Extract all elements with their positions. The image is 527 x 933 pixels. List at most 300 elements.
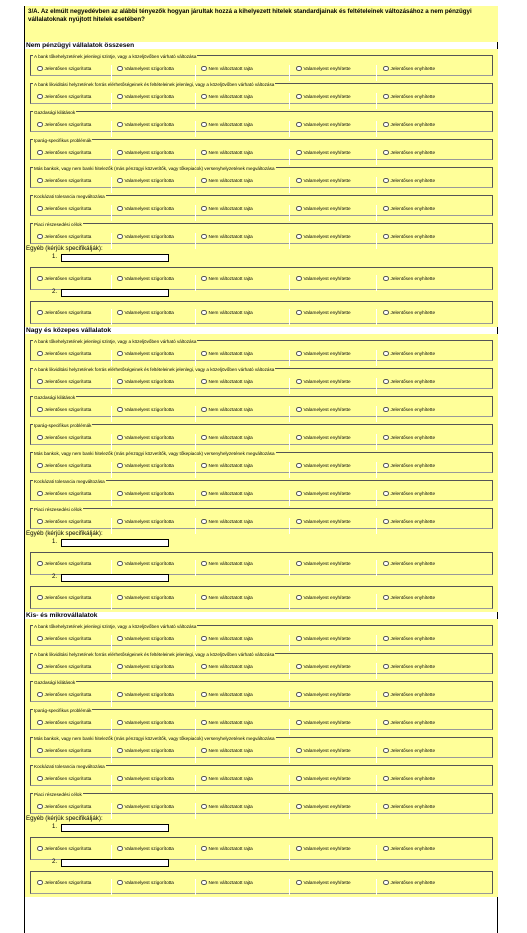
radio-button[interactable] — [201, 122, 207, 128]
radio-button[interactable] — [383, 178, 389, 184]
option-3[interactable] — [201, 461, 253, 470]
option-label: Nem változtatott rajta — [208, 595, 253, 600]
radio-button[interactable] — [383, 94, 389, 100]
option-4[interactable] — [296, 433, 351, 442]
radio-button[interactable] — [383, 846, 389, 852]
option-4[interactable] — [296, 690, 351, 699]
radio-button[interactable] — [201, 846, 207, 852]
option-1[interactable] — [37, 433, 91, 442]
option-label: Valamelyest szigorította — [124, 491, 174, 496]
option-1[interactable] — [37, 844, 91, 853]
option-5[interactable] — [383, 662, 435, 671]
option-2[interactable] — [117, 634, 174, 643]
option-label: Jelentősen enyhítette — [390, 776, 436, 781]
radio-button[interactable] — [296, 310, 302, 316]
option-4[interactable] — [296, 64, 351, 73]
option-5[interactable] — [383, 593, 435, 602]
option-3[interactable] — [201, 746, 253, 755]
column-divider — [195, 233, 196, 249]
option-5[interactable] — [383, 746, 435, 755]
radio-button[interactable] — [201, 491, 207, 497]
radio-button[interactable] — [117, 748, 123, 754]
radio-button[interactable] — [117, 636, 123, 642]
radio-button[interactable] — [296, 206, 302, 212]
option-1[interactable] — [37, 349, 91, 358]
radio-button[interactable] — [201, 748, 207, 754]
radio-button[interactable] — [37, 692, 43, 698]
radio-button[interactable] — [117, 664, 123, 670]
radio-button[interactable] — [201, 435, 207, 441]
option-3[interactable] — [201, 176, 253, 185]
option-1[interactable] — [37, 690, 91, 699]
option-4[interactable] — [296, 774, 351, 783]
radio-button[interactable] — [37, 846, 43, 852]
radio-button[interactable] — [37, 776, 43, 782]
option-2[interactable] — [117, 92, 174, 101]
option-1[interactable] — [37, 718, 91, 727]
option-2[interactable] — [117, 746, 174, 755]
option-3[interactable] — [201, 92, 253, 101]
radio-button[interactable] — [117, 463, 123, 469]
radio-button[interactable] — [37, 276, 43, 282]
radio-button[interactable] — [37, 351, 43, 357]
option-2[interactable] — [117, 802, 174, 811]
option-4[interactable] — [296, 489, 351, 498]
option-2[interactable] — [117, 690, 174, 699]
radio-button[interactable] — [37, 561, 43, 567]
radio-button[interactable] — [117, 351, 123, 357]
option-5[interactable] — [383, 274, 435, 283]
option-label: Nem változtatott rajta — [208, 351, 253, 356]
radio-button[interactable] — [296, 276, 302, 282]
radio-button[interactable] — [117, 720, 123, 726]
option-1[interactable] — [37, 64, 91, 73]
radio-button[interactable] — [37, 379, 43, 385]
radio-button[interactable] — [383, 150, 389, 156]
option-4[interactable] — [296, 718, 351, 727]
radio-button[interactable] — [201, 804, 207, 810]
option-2[interactable] — [117, 405, 174, 414]
column-divider — [289, 719, 290, 735]
option-2[interactable] — [117, 274, 174, 283]
radio-button[interactable] — [201, 595, 207, 601]
option-2[interactable] — [117, 844, 174, 853]
column-divider — [289, 747, 290, 763]
radio-button[interactable] — [117, 491, 123, 497]
radio-button[interactable] — [117, 379, 123, 385]
factor-group — [30, 111, 493, 132]
column-divider — [289, 775, 290, 791]
option-3[interactable] — [201, 559, 253, 568]
other-specify-input[interactable] — [61, 824, 169, 832]
radio-button[interactable] — [383, 351, 389, 357]
option-4[interactable] — [296, 517, 351, 526]
option-3[interactable] — [201, 204, 253, 213]
option-1[interactable] — [37, 774, 91, 783]
option-4[interactable] — [296, 120, 351, 129]
other-specify-input[interactable] — [61, 859, 169, 867]
option-4[interactable] — [296, 634, 351, 643]
radio-button[interactable] — [296, 664, 302, 670]
option-4[interactable] — [296, 405, 351, 414]
option-row — [31, 802, 492, 811]
radio-button[interactable] — [296, 692, 302, 698]
radio-button[interactable] — [296, 595, 302, 601]
radio-button[interactable] — [37, 407, 43, 413]
option-3[interactable] — [201, 517, 253, 526]
option-4[interactable] — [296, 559, 351, 568]
option-3[interactable] — [201, 844, 253, 853]
radio-button[interactable] — [117, 519, 123, 525]
radio-button[interactable] — [201, 379, 207, 385]
option-2[interactable] — [117, 377, 174, 386]
radio-button[interactable] — [117, 435, 123, 441]
option-row — [31, 489, 492, 498]
radio-button[interactable] — [296, 150, 302, 156]
radio-button[interactable] — [201, 463, 207, 469]
option-row — [31, 148, 492, 157]
radio-button[interactable] — [117, 66, 123, 72]
option-2[interactable] — [117, 433, 174, 442]
radio-button[interactable] — [201, 178, 207, 184]
option-1[interactable] — [37, 662, 91, 671]
option-1[interactable] — [37, 176, 91, 185]
option-4[interactable] — [296, 148, 351, 157]
radio-button[interactable] — [37, 234, 43, 240]
option-1[interactable] — [37, 878, 91, 887]
option-1[interactable] — [37, 461, 91, 470]
radio-button[interactable] — [296, 776, 302, 782]
option-1[interactable] — [37, 377, 91, 386]
radio-button[interactable] — [383, 206, 389, 212]
radio-button[interactable] — [37, 310, 43, 316]
option-2[interactable] — [117, 204, 174, 213]
option-4[interactable] — [296, 878, 351, 887]
option-5[interactable] — [383, 64, 435, 73]
radio-button[interactable] — [117, 880, 123, 886]
option-4[interactable] — [296, 274, 351, 283]
option-4[interactable] — [296, 204, 351, 213]
option-3[interactable] — [201, 148, 253, 157]
radio-button[interactable] — [37, 804, 43, 810]
radio-button[interactable] — [201, 150, 207, 156]
option-2[interactable] — [117, 878, 174, 887]
other-specify-input[interactable] — [61, 254, 169, 262]
radio-button[interactable] — [383, 379, 389, 385]
radio-button[interactable] — [383, 776, 389, 782]
radio-button[interactable] — [296, 66, 302, 72]
option-4[interactable] — [296, 377, 351, 386]
radio-button[interactable] — [383, 435, 389, 441]
option-5[interactable] — [383, 489, 435, 498]
option-5[interactable] — [383, 774, 435, 783]
option-2[interactable] — [117, 308, 174, 317]
option-2[interactable] — [117, 489, 174, 498]
option-3[interactable] — [201, 433, 253, 442]
radio-button[interactable] — [383, 519, 389, 525]
radio-button[interactable] — [117, 776, 123, 782]
factor-group — [30, 625, 493, 646]
option-5[interactable] — [383, 204, 435, 213]
option-4[interactable] — [296, 662, 351, 671]
radio-button[interactable] — [201, 310, 207, 316]
option-3[interactable] — [201, 662, 253, 671]
option-2[interactable] — [117, 662, 174, 671]
option-1[interactable] — [37, 593, 91, 602]
radio-button[interactable] — [383, 692, 389, 698]
radio-button[interactable] — [201, 234, 207, 240]
column-divider — [195, 691, 196, 707]
radio-button[interactable] — [37, 491, 43, 497]
radio-button[interactable] — [117, 846, 123, 852]
radio-button[interactable] — [296, 407, 302, 413]
column-divider — [376, 663, 377, 679]
radio-button[interactable] — [117, 94, 123, 100]
radio-button[interactable] — [383, 804, 389, 810]
option-1[interactable] — [37, 489, 91, 498]
radio-button[interactable] — [117, 561, 123, 567]
option-2[interactable] — [117, 461, 174, 470]
radio-button[interactable] — [37, 720, 43, 726]
radio-button[interactable] — [117, 178, 123, 184]
option-5[interactable] — [383, 690, 435, 699]
option-4[interactable] — [296, 461, 351, 470]
option-4[interactable] — [296, 176, 351, 185]
radio-button[interactable] — [383, 122, 389, 128]
option-4[interactable] — [296, 232, 351, 241]
option-5[interactable] — [383, 176, 435, 185]
option-5[interactable] — [383, 433, 435, 442]
radio-button[interactable] — [296, 846, 302, 852]
option-3[interactable] — [201, 274, 253, 283]
option-5[interactable] — [383, 92, 435, 101]
option-3[interactable] — [201, 489, 253, 498]
radio-button[interactable] — [201, 776, 207, 782]
radio-button[interactable] — [37, 66, 43, 72]
option-5[interactable] — [383, 844, 435, 853]
radio-button[interactable] — [296, 178, 302, 184]
radio-button[interactable] — [201, 561, 207, 567]
other-specify-input[interactable] — [61, 539, 169, 547]
radio-button[interactable] — [296, 234, 302, 240]
radio-button[interactable] — [383, 636, 389, 642]
radio-button[interactable] — [37, 664, 43, 670]
radio-button[interactable] — [201, 407, 207, 413]
option-5[interactable] — [383, 308, 435, 317]
radio-button[interactable] — [383, 463, 389, 469]
radio-button[interactable] — [37, 94, 43, 100]
option-3[interactable] — [201, 690, 253, 699]
option-3[interactable] — [201, 308, 253, 317]
option-5[interactable] — [383, 802, 435, 811]
radio-button[interactable] — [383, 66, 389, 72]
radio-button[interactable] — [37, 748, 43, 754]
option-label: Jelentősen szigorította — [44, 379, 92, 384]
radio-button[interactable] — [296, 491, 302, 497]
option-2[interactable] — [117, 64, 174, 73]
option-3[interactable] — [201, 120, 253, 129]
radio-button[interactable] — [117, 804, 123, 810]
column-divider — [289, 233, 290, 249]
option-5[interactable] — [383, 718, 435, 727]
option-5[interactable] — [383, 559, 435, 568]
radio-button[interactable] — [117, 122, 123, 128]
option-3[interactable] — [201, 774, 253, 783]
radio-button[interactable] — [383, 664, 389, 670]
radio-button[interactable] — [201, 664, 207, 670]
radio-button[interactable] — [37, 150, 43, 156]
option-2[interactable] — [117, 349, 174, 358]
column-divider — [195, 149, 196, 165]
option-3[interactable] — [201, 377, 253, 386]
radio-button[interactable] — [296, 94, 302, 100]
option-1[interactable] — [37, 148, 91, 157]
option-4[interactable] — [296, 593, 351, 602]
option-3[interactable] — [201, 718, 253, 727]
option-3[interactable] — [201, 232, 253, 241]
radio-button[interactable] — [296, 880, 302, 886]
radio-button[interactable] — [117, 310, 123, 316]
column-divider — [111, 747, 112, 763]
option-2[interactable] — [117, 176, 174, 185]
option-5[interactable] — [383, 232, 435, 241]
option-3[interactable] — [201, 802, 253, 811]
option-4[interactable] — [296, 844, 351, 853]
radio-button[interactable] — [201, 276, 207, 282]
option-4[interactable] — [296, 308, 351, 317]
option-5[interactable] — [383, 517, 435, 526]
radio-button[interactable] — [383, 748, 389, 754]
option-1[interactable] — [37, 517, 91, 526]
radio-button[interactable] — [296, 435, 302, 441]
radio-button[interactable] — [201, 519, 207, 525]
radio-button[interactable] — [37, 178, 43, 184]
option-row — [31, 433, 492, 442]
option-1[interactable] — [37, 634, 91, 643]
option-2[interactable] — [117, 148, 174, 157]
radio-button[interactable] — [117, 595, 123, 601]
radio-button[interactable] — [296, 351, 302, 357]
radio-button[interactable] — [201, 351, 207, 357]
other-specify-input[interactable] — [61, 289, 169, 297]
option-1[interactable] — [37, 405, 91, 414]
option-1[interactable] — [37, 802, 91, 811]
radio-button[interactable] — [383, 491, 389, 497]
radio-button[interactable] — [117, 234, 123, 240]
option-1[interactable] — [37, 92, 91, 101]
option-1[interactable] — [37, 120, 91, 129]
option-2[interactable] — [117, 120, 174, 129]
option-5[interactable] — [383, 878, 435, 887]
option-5[interactable] — [383, 148, 435, 157]
radio-button[interactable] — [37, 519, 43, 525]
radio-button[interactable] — [383, 561, 389, 567]
radio-button[interactable] — [37, 880, 43, 886]
option-2[interactable] — [117, 593, 174, 602]
option-5[interactable] — [383, 405, 435, 414]
radio-button[interactable] — [117, 206, 123, 212]
option-label: Jelentősen enyhítette — [390, 407, 436, 412]
option-4[interactable] — [296, 349, 351, 358]
option-5[interactable] — [383, 461, 435, 470]
radio-button[interactable] — [117, 692, 123, 698]
option-4[interactable] — [296, 746, 351, 755]
option-3[interactable] — [201, 593, 253, 602]
radio-button[interactable] — [201, 880, 207, 886]
radio-button[interactable] — [383, 880, 389, 886]
option-1[interactable] — [37, 204, 91, 213]
option-3[interactable] — [201, 634, 253, 643]
radio-button[interactable] — [383, 234, 389, 240]
radio-button[interactable] — [201, 206, 207, 212]
radio-button[interactable] — [296, 748, 302, 754]
radio-button[interactable] — [296, 636, 302, 642]
option-2[interactable] — [117, 559, 174, 568]
option-3[interactable] — [201, 349, 253, 358]
radio-button[interactable] — [296, 561, 302, 567]
radio-button[interactable] — [296, 519, 302, 525]
radio-button[interactable] — [383, 407, 389, 413]
option-2[interactable] — [117, 232, 174, 241]
radio-button[interactable] — [296, 804, 302, 810]
option-label: Jelentősen enyhítette — [390, 435, 436, 440]
option-5[interactable] — [383, 377, 435, 386]
radio-button[interactable] — [37, 122, 43, 128]
radio-button[interactable] — [37, 595, 43, 601]
column-divider — [111, 177, 112, 193]
other-specify-input[interactable] — [61, 574, 169, 582]
radio-button[interactable] — [296, 463, 302, 469]
option-2[interactable] — [117, 718, 174, 727]
option-3[interactable] — [201, 878, 253, 887]
option-1[interactable] — [37, 232, 91, 241]
radio-button[interactable] — [201, 66, 207, 72]
radio-button[interactable] — [383, 276, 389, 282]
radio-button[interactable] — [383, 595, 389, 601]
radio-button[interactable] — [117, 150, 123, 156]
radio-button[interactable] — [296, 720, 302, 726]
option-4[interactable] — [296, 802, 351, 811]
option-5[interactable] — [383, 634, 435, 643]
radio-button[interactable] — [117, 276, 123, 282]
option-4[interactable] — [296, 92, 351, 101]
radio-button[interactable] — [296, 122, 302, 128]
option-5[interactable] — [383, 349, 435, 358]
option-1[interactable] — [37, 746, 91, 755]
radio-button[interactable] — [201, 94, 207, 100]
radio-button[interactable] — [37, 463, 43, 469]
radio-button[interactable] — [37, 636, 43, 642]
radio-button[interactable] — [296, 379, 302, 385]
option-1[interactable] — [37, 559, 91, 568]
radio-button[interactable] — [201, 720, 207, 726]
section-title: Nagy és közepes vállalatok — [26, 327, 112, 334]
radio-button[interactable] — [37, 435, 43, 441]
radio-button[interactable] — [201, 692, 207, 698]
option-3[interactable] — [201, 405, 253, 414]
option-5[interactable] — [383, 120, 435, 129]
option-2[interactable] — [117, 774, 174, 783]
option-3[interactable] — [201, 64, 253, 73]
option-1[interactable] — [37, 308, 91, 317]
radio-button[interactable] — [117, 407, 123, 413]
radio-button[interactable] — [37, 206, 43, 212]
radio-button[interactable] — [383, 310, 389, 316]
radio-button[interactable] — [201, 636, 207, 642]
option-1[interactable] — [37, 274, 91, 283]
option-2[interactable] — [117, 517, 174, 526]
radio-button[interactable] — [383, 720, 389, 726]
